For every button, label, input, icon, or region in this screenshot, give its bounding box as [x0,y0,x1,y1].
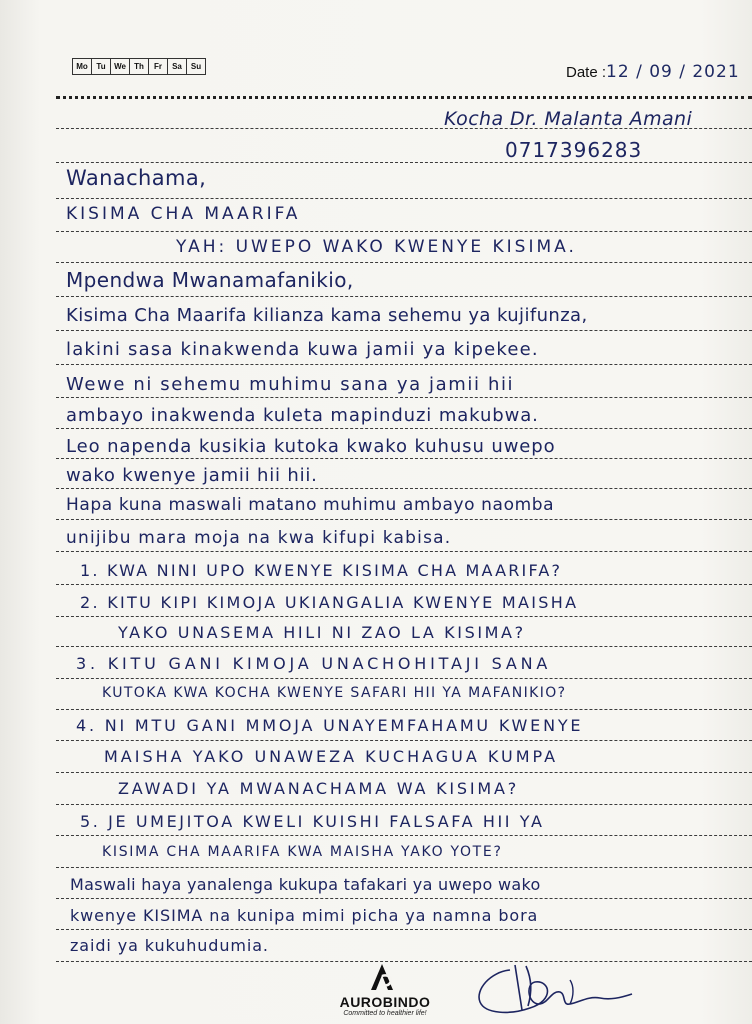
letter-line: 4. NI MTU GANI MMOJA UNAYEMFAHAMU KWENYE [76,716,584,735]
letter-line: lakini sasa kinakwenda kuwa jamii ya kipekee. [66,339,539,360]
ruled-line [56,162,752,163]
ruled-line [56,772,752,773]
ruled-line [56,835,752,836]
weekday-we: We [111,59,130,74]
ruled-line [56,709,752,710]
aurobindo-logo [330,962,440,1020]
letter-line: 5. JE UMEJITOA KWELI KUISHI FALSAFA HII YA [80,812,545,831]
ruled-line [56,262,752,263]
letter-line: KISIMA CHA MAARIFA [66,204,301,224]
weekday-fr: Fr [149,59,168,74]
letter-line: YAH: UWEPO WAKO KWENYE KISIMA. [176,237,577,257]
date-field [566,62,740,82]
weekday-mo: Mo [73,59,92,74]
ruled-line [56,616,752,617]
ruled-line [56,458,752,459]
letter-line: YAKO UNASEMA HILI NI ZAO LA KISIMA? [118,623,526,642]
letter-line: Mpendwa Mwanamafanikio, [66,268,354,292]
ruled-line [56,296,752,297]
letter-line: kwenye KISIMA na kunipa mimi picha ya namna bora [70,906,539,925]
ruled-line [56,428,752,429]
ruled-line [56,898,752,899]
letter-line: ZAWADI YA MWANACHAMA WA KISIMA? [118,779,520,798]
letter-line: Wanachama, [66,166,207,190]
letter-line: 1. KWA NINI UPO KWENYE KISIMA CHA MAARIFA? [80,561,563,580]
ruled-line [56,867,752,868]
ruled-line [56,678,752,679]
ruled-line [56,551,752,552]
logo-tagline: Committed to healthier life! [343,1010,427,1017]
weekday-tu: Tu [92,59,111,74]
ruled-line [56,397,752,398]
letter-line: zaidi ya kukuhudumia. [70,936,269,955]
ruled-line [56,804,752,805]
date-label: Date : [566,64,607,81]
letter-line: 2. KITU KIPI KIMOJA UKIANGALIA KWENYE MAISHA [80,593,579,612]
date-value: 12 / 09 / 2021 [606,62,740,82]
letter-line: Leo napenda kusikia kutoka kwako kuhusu uwepo [66,436,556,457]
letter-line: Kisima Cha Maarifa kilianza kama sehemu ya kujifunza, [66,305,588,326]
letter-line: unijibu mara moja na kwa kifupi kabisa. [66,528,452,548]
ruled-line [56,198,752,199]
letter-line: Wewe ni sehemu muhimu sana ya jamii hii [66,374,515,395]
weekday-sa: Sa [168,59,187,74]
ruled-line [56,929,752,930]
ruled-line [56,584,752,585]
letter-line: MAISHA YAKO UNAWEZA KUCHAGUA KUMPA [104,747,559,766]
ruled-line [56,519,752,520]
sender-phone: 0717396283 [505,138,643,162]
sender-name: Kocha Dr. Malanta Amani [444,108,693,130]
logo-name: AUROBINDO [339,994,431,1010]
letter-line: Maswali haya yanalenga kukupa tafakari ya uwepo wako [70,875,541,894]
letter-line: Hapa kuna maswali matano muhimu ambayo naomba [66,495,555,515]
ruled-line [56,231,752,232]
weekday-su: Su [190,62,202,71]
weekday-th: Th [130,59,149,74]
ruled-line [56,740,752,741]
signature [470,960,640,1020]
ruled-line [56,646,752,647]
letter-line: 3. KITU GANI KIMOJA UNACHOHITAJI SANA [76,654,552,673]
letter-line: ambayo inakwenda kuleta mapinduzi makubwa. [66,405,539,426]
ruled-line [56,364,752,365]
aurobindo-logo-icon [368,962,396,992]
top-rule [56,96,752,99]
ruled-line [56,330,752,331]
letter-line: KISIMA CHA MAARIFA KWA MAISHA YAKO YOTE? [102,844,503,860]
weekday-boxes [72,58,206,75]
ruled-line [56,488,752,489]
letter-line: KUTOKA KWA KOCHA KWENYE SAFARI HII YA MAFANIKIO? [102,685,567,701]
letter-line: wako kwenye jamii hii hii. [66,465,318,486]
